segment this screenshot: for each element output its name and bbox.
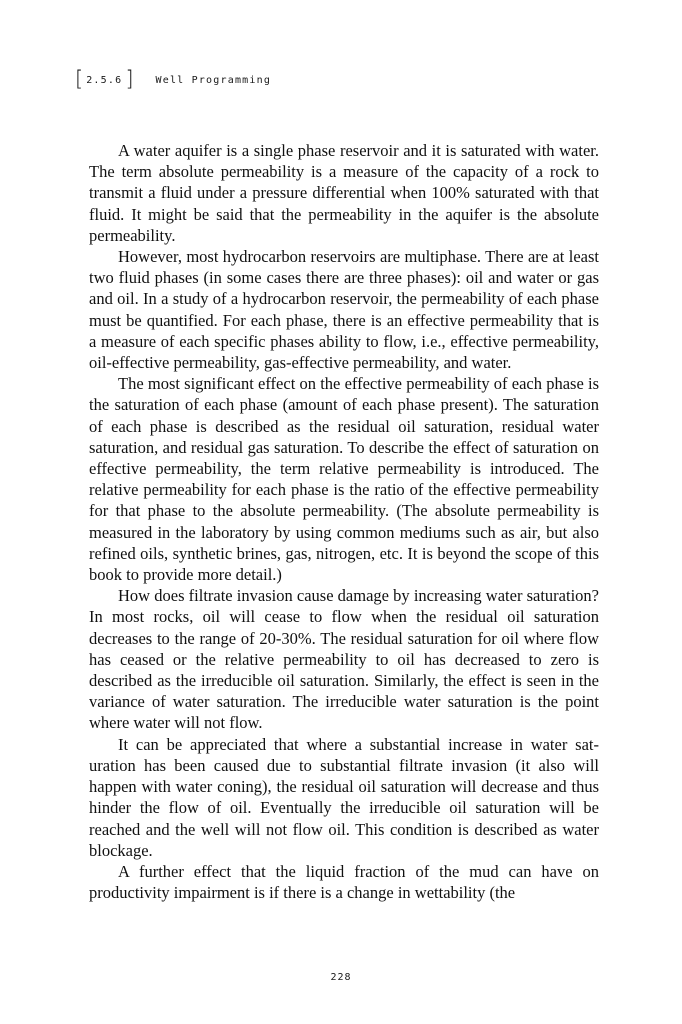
paragraph: It can be appreciated that where a substantial increase in water saturation has been caused due to substantial filtrate invasion (it also will happen with water coning), the residual oil saturation will decrease and thus hinder the flow of oil. Eventually the irreducible oil saturation will be reached and the well will not flow oil. This condition is described as water blockage.	[89, 734, 599, 860]
running-head	[75, 68, 271, 92]
paragraph: A water aquifer is a single phase reservoir and it is saturated with water. The term absolute permeability is a measure of the capacity of a rock to transmit a fluid under a pressure differential when 100% saturated with that fluid. It might be said that the permeability in the aquifer is the absolute permeability.	[89, 141, 599, 245]
paragraph: A further effect that the liquid fraction of the mud can have on productivity impairment is if there is a change in wettability (the	[89, 861, 599, 903]
paragraph: The most significant effect on the effective permeability of each phase is the saturation of each phase (amount of each phase present). The saturation of each phase is described as the residual oil saturation, residual water saturation, and residual gas saturation. To describe the effect of saturation on effective permeability, the term relative permeability is introduced. The relative permeability for each phase is the ratio of the effective permeability for that phase to the absolute permeability. (The absolute permeability is measured in the laboratory by using common mediums such as air, but also refined oils, synthetic brines, gas, nitrogen, etc. It is beyond the scope of this book to provide more detail.)	[89, 374, 599, 585]
paragraph: How does filtrate invasion cause damage by increasing water saturation? In most rocks, oil will cease to flow when the residual oil saturation decreases to the range of 20-30%. The residual saturation for oil where flow has ceased or the relative permeability to oil has decreased to zero is described as the irreducible oil saturation. Similarly, the effect is seen in the variance of water saturation. The irreducible water saturation is the point where water will not flow.	[89, 586, 599, 733]
open-bracket: [	[75, 66, 84, 91]
close-bracket: ]	[125, 66, 134, 91]
section-number: 2.5.6	[86, 74, 123, 86]
page-number: 228	[330, 972, 352, 983]
body-text	[89, 140, 599, 903]
chapter-title: Well Programming	[155, 74, 272, 86]
paragraph: However, most hydrocarbon reservoirs are multiphase. There are at least two fluid phases (in some cases there are three phases): oil and water or gas and oil. In a study of a hydrocarbon reservoir, the permeability of each phase must be quantified. For each phase, there is an effective permeability that is a measure of each specific phases ability to flow, i.e., effective permeability, oil-effective permeability, gas-effective permeability, and water.	[89, 247, 599, 373]
